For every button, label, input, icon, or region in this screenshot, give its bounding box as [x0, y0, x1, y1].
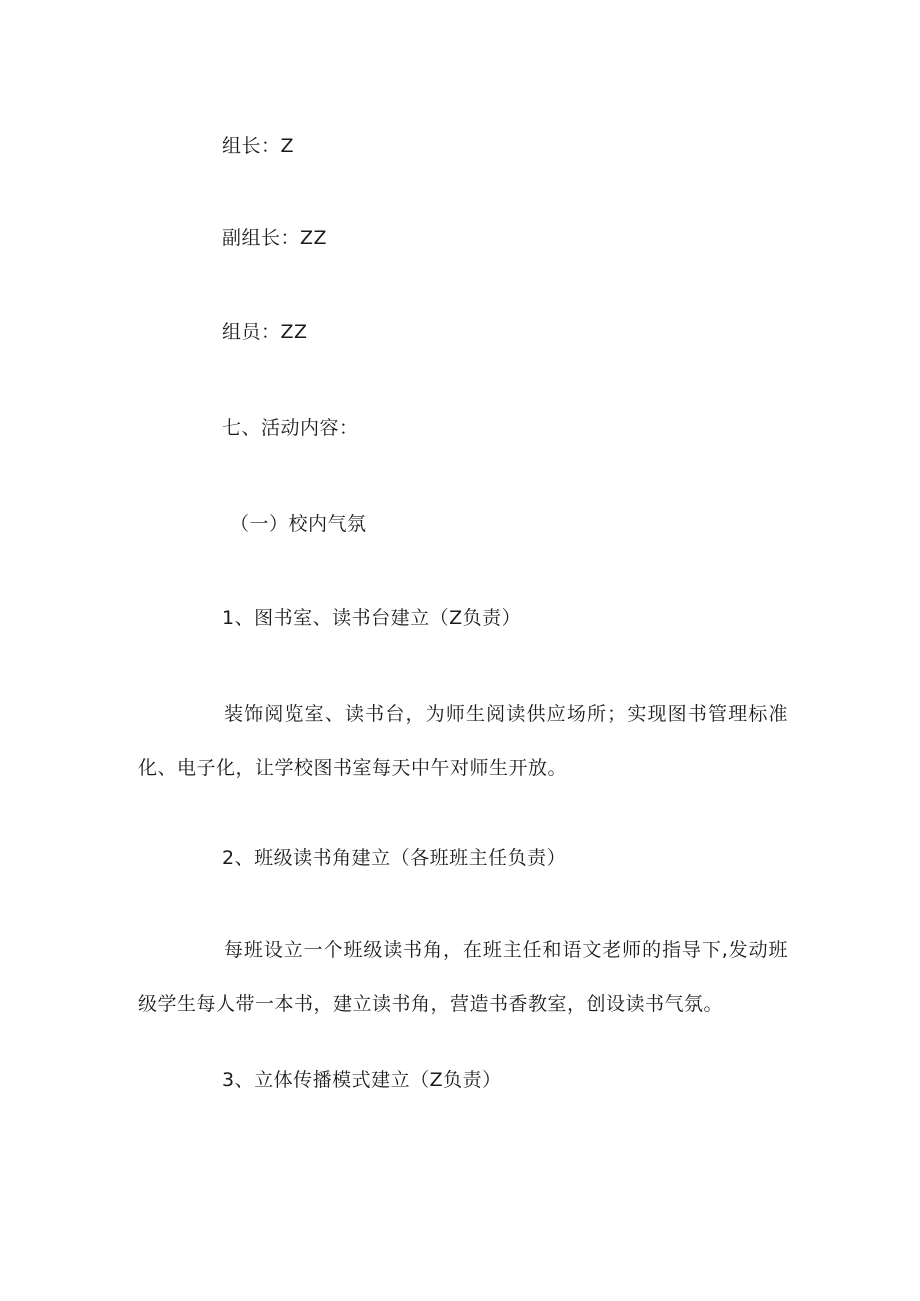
- item-title-2: 2、班级读书角建立（各班班主任负责）: [222, 847, 567, 869]
- item-body-1: 装饰阅览室、读书台，为师生阅读供应场所；实现图书管理标准化、电子化，让学校图书室每天中午对师生开放。: [138, 703, 788, 779]
- subsection-heading: （一）校内气氛: [230, 513, 367, 535]
- team-deputy-line: 副组长：ZZ: [222, 227, 328, 249]
- team-members-line: 组员：ZZ: [222, 321, 308, 343]
- item-title-3: 3、立体传播模式建立（Z负责）: [222, 1069, 502, 1091]
- item-body-2: 每班设立一个班级读书角，在班主任和语文老师的指导下,发动班级学生每人带一本书，建立读书角，营造书香教室，创设读书气氛。: [138, 939, 788, 1015]
- item-title-1: 1、图书室、读书台建立（Z负责）: [222, 607, 522, 629]
- section-heading: 七、活动内容：: [222, 417, 359, 439]
- team-leader-line: 组长：Z: [222, 135, 295, 157]
